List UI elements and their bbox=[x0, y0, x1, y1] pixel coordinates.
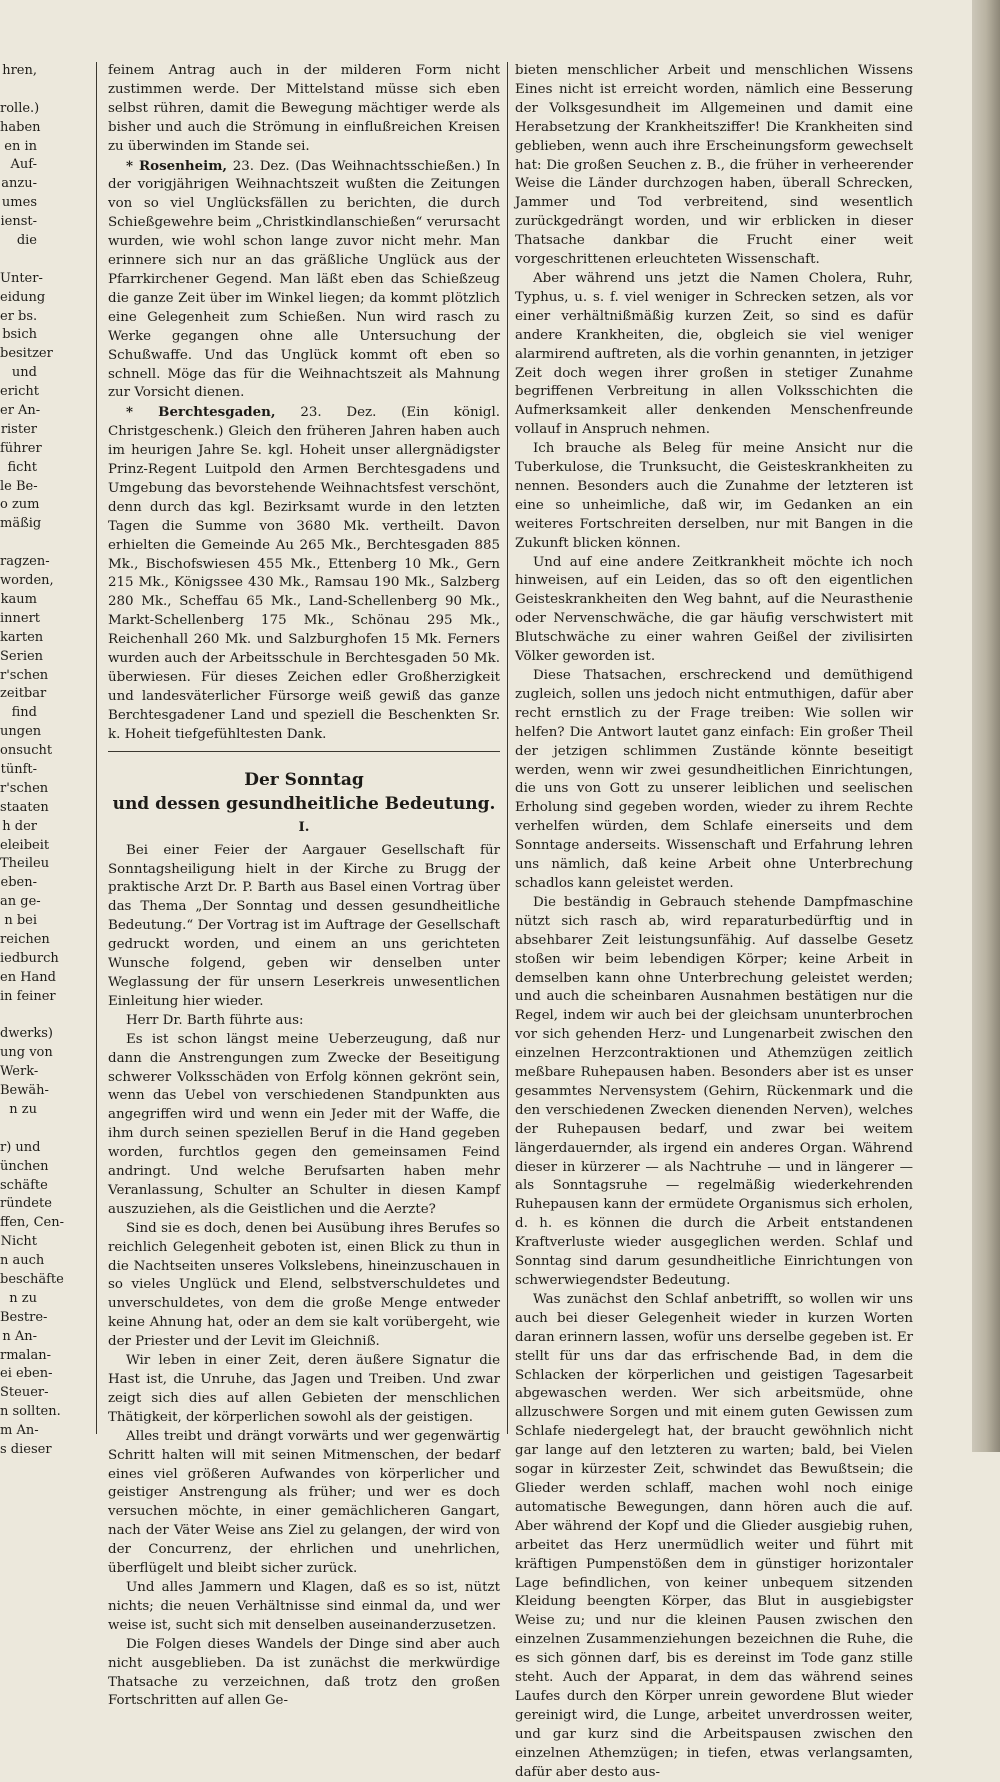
paragraph: Was zunächst den Schlaf anbetrifft, so wollen wir uns auch bei dieser Gelegenheit wieder in kurzen Worten daran erinnern lassen, wofür uns derselbe gegeben ist. Er stellt für uns dar das erfrischende Bad, in dem die Schlacken der körperlichen und geistigen Tagesarbeit abgewaschen werden. Wer sich arbeitsmüde, ohne allzuschwere Sorgen und mit einem guten Gewissen zum Schlafe niedergelegt hat, der braucht gewöhnlich nicht gar lange auf den letzteren zu warten; bald, bei Vielen sogar in kürzester Zeit, schwindet das Bewußtsein; die Glieder werden schlaff, machen wohl noch einige automatische Bewegungen, dann hören auch die auf. Aber während der Kopf und die Glieder ausgiebig ruhen, arbeitet das Herz unermüdlich weiter und führt mit kräftigen Pumpenstößen dem in günstiger horizontaler Lage befindlichen, von keiner unbequem sitzenden Kleidung beengten Körper, das Blut in ausgiebigster Weise zu; und nur die kleinen Pausen zwischen den einzelnen Zusammenziehungen bezeichnen die Ruhe, die es sich gönnen darf, bis es dereinst im Tode ganz stille steht. Auch der Apparat, in dem das während seines Laufes durch den Körper unrein gewordene Blut wieder gereinigt wird, die Lunge, arbeitet unverdrossen weiter, und gar kurz sind die Arbeitspausen zwischen den einzelnen Athemzügen; in tiefen, etwas verlangsamten, dafür aber desto aus- bbox=[515, 1291, 913, 1780]
paragraph: bieten menschlicher Arbeit und menschlichen Wissens Eines nicht ist erreicht worden, nämlich eine Besserung der Volksgesundheit im Allgemeinen und damit eine Herabsetzung der Krankheitsziffer! Die Krankheiten sind geblieben, wenn auch ihre Erscheinungsform gewechselt hat: Die großen Seuchen z. B., die früher in verheerender Weise die Länder durchzogen haben, überall Schrecken, Jammer und Tod verbreitend, sind wesentlich zurückgedrängt worden, und wir erblicken in dieser Thatsache dankbar die Frucht einer weit vorgeschrittenen erleuchteten Wissenschaft. bbox=[515, 63, 913, 268]
strip-line: Unter- bbox=[0, 270, 43, 286]
strip-line: find bbox=[11, 705, 37, 721]
strip-line bbox=[0, 251, 40, 270]
strip-line: tünft- bbox=[0, 761, 37, 777]
strip-line: worden, bbox=[0, 573, 54, 589]
strip-line: staaten bbox=[0, 799, 49, 815]
strip-line: kaum bbox=[0, 591, 37, 607]
strip-line: h der bbox=[2, 818, 37, 834]
strip-line: en in bbox=[4, 138, 37, 154]
strip-line: n zu bbox=[9, 1290, 37, 1306]
paragraph: Die beständig in Gebrauch stehende Dampfmaschine nützt sich rasch ab, wird reparaturbedürftig und in absehbarer Zeit leistungsunfähig. Auf dasselbe Gesetz stoßen wir beim lebendigen Körper; keine Arbeit in demselben kann ohne Unterbrechung geleistet werden; und auch die scheinbaren Ausnahmen bestätigen nur die Regel, indem wir auch bei der gleichsam ununterbrochen vor sich gehenden Herz- und Lungenarbeit zwischen den einzelnen Herzcontraktionen und Athemzügen zeitlich meßbare Ruhepausen haben. Besonders aber ist es unser gesammtes Nervensystem (Gehirn, Rückenmark und die den verschiedenen Zwecken dienenden Nerven), welches der Ruhepausen bedarf, und zwar bei weitem längerdauernder, als irgend ein anderes Organ. Während dieser in kürzerer — als Nachtruhe — und in längerer — als Sonntagsruhe — regelmäßig wiederkehrenden Ruhepausen kann der ermüdete Organismus sich erholen, d. h. es können die durch die Arbeit entstandenen Kraftverluste wieder ausgeglichen werden. Schlaf und Sonntag sind darum gesundheitliche Einrichtungen von schwerwiegendster Bedeutung. bbox=[515, 894, 913, 1288]
cropped-left-column bbox=[0, 62, 64, 1458]
paragraph: Alles treibt und drängt vorwärts und wer gegenwärtig Schritt halten will mit seinen Mitmenschen, der bedarf eines viel größeren Aufwandes von körperlicher und geistiger Anstrengung als früher; und wer es doch versuchen möchte, in einer gemächlicheren Gangart, nach der Väter Weise ans Ziel zu gelangen, der wird von der Concurrenz, der ehrlichen und unehrlichen, überflügelt und bleibt sicher zurück. bbox=[108, 1428, 500, 1577]
strip-line bbox=[0, 81, 40, 100]
strip-line: Bewäh- bbox=[0, 1083, 49, 1099]
paragraph: Herr Dr. Barth führte aus: bbox=[126, 1012, 304, 1028]
article-berchtesgaden-text: 23. Dez. (Ein königl. Christgeschenk.) Gleich den früheren Jahren haben auch im heurigen Jahre Se. kgl. Hoheit unser allergnädigster Prinz-Regent Luitpold den Armen Berchtesgadens und Umgebung das bevorstehende Weihnachtsfest verschönt, denn durch das kgl. Bezirksamt wurde in den letzten Tagen die Summe von 3680 Mk. vertheilt. Davon erhielten die Gemeinde Au 265 Mk., Berchtesgaden 885 Mk., Bischofswiesen 455 Mk., Ettenberg 10 Mk., Gern 215 Mk., Königssee 430 Mk., Ramsau 190 Mk., Salzberg 280 Mk., Scheffau 65 Mk., Land-Schellenberg 90 Mk., Markt-Schellenberg 175 Mk., Schönau 295 Mk., Reichenhall 260 Mk. und Salzburghofen 15 Mk. Ferners wurden auch der Arbeitsschule in Berchtesgaden 50 Mk. überwiesen. Für dieses Zeichen edler Großherzigkeit und landesväterlicher Fürsorge weiß gewiß das ganze Berchtesgadener Land und speziell die Beschenkten Sr. k. Hoheit tiefgefühltesten Dank. bbox=[108, 405, 500, 742]
strip-line: eidung bbox=[0, 289, 46, 305]
strip-line: iedburch bbox=[0, 950, 59, 966]
strip-line: rister bbox=[0, 421, 37, 437]
strip-line: er bs. bbox=[0, 308, 38, 324]
paragraph: Aber während uns jetzt die Namen Cholera, Ruhr, Typhus, u. s. f. viel weniger in Schrecken setzen, als vor einer verhältnißmäßig kurzen Zeit, so sind es dafür andere Krankheiten, die, obgleich sie viel weniger alarmirend auftreten, als die vorhin genannten, in jetziger Zeit doch wegen ihrer großen in stetiger Zunahme begriffenen Verbreitung in allen Volksschichten die Aufmerksamkeit aller denkenden Menschenfreunde vollauf in Anspruch nehmen. bbox=[515, 270, 913, 438]
strip-line: n An- bbox=[2, 1328, 37, 1344]
middle-column bbox=[108, 62, 500, 1711]
paragraph: Wir leben in einer Zeit, deren äußere Signatur die Hast ist, die Unruhe, das Jagen und Treiben. Und zwar zeigt sich dies auf allen Gebieten der menschlichen Thätigkeit, der körperlichen sowohl als der geistigen. bbox=[108, 1353, 500, 1425]
strip-line: r'schen bbox=[0, 780, 49, 796]
strip-line bbox=[0, 1007, 40, 1026]
strip-line: ünchen bbox=[0, 1158, 49, 1174]
paragraph: Diese Thatsachen, erschreckend und demüthigend zugleich, sollen uns jedoch nicht entmuthigen, dafür aber recht ernstlich zu der Frage treiben: Wie sollen wir helfen? Die Antwort lautet ganz einfach: Ein großer Theil der jetzigen schlimmen Zustände könnte beseitigt werden, wenn wir zwei gesundheitlichen Einrichtungen, die uns von Gott zu unserer leiblichen und seelischen Erholung sind gegeben worden, wieder zu ihrem Rechte verhelfen würden, dem Schlafe einerseits und dem Sonntage anderseits. Wissenschaft und Erfahrung lehren uns nämlich, daß keine Arbeit ohne Unterbrechung schadlos kann geleistet werden. bbox=[515, 668, 913, 891]
strip-line: ffen, Cen- bbox=[0, 1215, 64, 1231]
strip-line: mäßig bbox=[0, 516, 42, 532]
strip-line: ficht bbox=[7, 459, 37, 475]
strip-line: r) und bbox=[0, 1139, 41, 1155]
strip-line: umes bbox=[1, 195, 37, 211]
strip-line: Auf- bbox=[10, 157, 37, 173]
strip-line: Bestre- bbox=[0, 1309, 48, 1325]
strip-line: ei eben- bbox=[0, 1366, 53, 1382]
strip-line: m An- bbox=[0, 1423, 39, 1439]
article-berchtesgaden bbox=[108, 403, 500, 744]
headline-sonntag: Der Sonntag bbox=[244, 769, 364, 790]
dateline-berchtesgaden: * Berchtesgaden, bbox=[126, 404, 276, 421]
article-rosenheim-text: 23. Dez. (Das Weihnachtsschießen.) In der vorigjährigen Weihnachtszeit wußten die Zeitungen von so viel Unglücksfällen zu berichten, die durch Schießgewehre beim „Christkindlanschießen“ verursacht wurden, wie wohl schon lange zuvor nicht mehr. Man erinnere sich nur an das gräßliche Unglück aus der Pfarrkirchener Gegend. Man läßt eben das Schießzeug die ganze Zeit über im Winkel liegen; da kommt plötzlich eine Gelegenheit zum Schießen. Nun wird rasch zu Werke gegangen ohne alle Untersuchung der Schußwaffe. Und das Unglück kommt oft eben so schnell. Möge das für die Weihnachtszeit als Mahnung zur Vorsicht dienen. bbox=[108, 158, 500, 401]
strip-line: Theileu bbox=[0, 856, 50, 872]
article-mittelstand-end: feinem Antrag auch in der milderen Form nicht zustimmen werde. Der Mittelstand müsse sich eben selbst rühren, damit die Bewegung mächtiger werde als bisher und auch die Strömung in einflußreichen Kreisen zu überwinden im Stande sei. bbox=[108, 63, 500, 154]
article-rosenheim bbox=[108, 157, 500, 404]
strip-line: führer bbox=[0, 440, 42, 456]
section-divider bbox=[108, 751, 500, 752]
strip-line: n auch bbox=[0, 1253, 45, 1269]
strip-line: ericht bbox=[0, 384, 39, 400]
strip-line: dwerks) bbox=[0, 1026, 53, 1042]
strip-line: n bei bbox=[4, 913, 37, 929]
strip-line: in feiner bbox=[0, 988, 56, 1004]
column-rule-left bbox=[96, 62, 97, 1434]
strip-line: besitzer bbox=[0, 346, 53, 362]
strip-line: r'schen bbox=[0, 667, 49, 683]
strip-line: n zu bbox=[9, 1101, 37, 1117]
strip-line: reichen bbox=[0, 931, 50, 947]
paragraph: Sind sie es doch, denen bei Ausübung ihres Berufes so reichlich Gelegenheit geboten ist, einen Blick zu thun in die Nachtseiten unseres Volkslebens, hineinzuschauen in so vieles Unglück und Elend, selbstverschuldetes und unverschuldetes, von dem die große Menge entweder keine Ahnung hat, oder an dem sie kalt vorübergeht, wie der Priester und der Levit im Gleichniß. bbox=[108, 1220, 500, 1350]
strip-line: eben- bbox=[0, 875, 37, 891]
strip-line: anzu- bbox=[1, 176, 37, 192]
strip-line: Serien bbox=[0, 648, 44, 664]
strip-line: ründete bbox=[0, 1196, 52, 1212]
dateline-rosenheim: * Rosenheim, bbox=[126, 157, 228, 174]
strip-line: schäfte bbox=[0, 1177, 48, 1193]
strip-line: ienst- bbox=[0, 214, 37, 230]
strip-line: n sollten. bbox=[0, 1404, 61, 1420]
strip-line: s dieser bbox=[0, 1442, 52, 1458]
column-rule-right bbox=[507, 62, 508, 1434]
strip-line: en Hand bbox=[0, 969, 56, 985]
strip-line: rolle.) bbox=[0, 100, 40, 116]
strip-line: und bbox=[11, 365, 37, 381]
strip-line: le Be- bbox=[0, 478, 38, 494]
strip-line: beschäfte bbox=[0, 1272, 64, 1287]
strip-line: Steuer- bbox=[0, 1385, 49, 1401]
strip-line: innert bbox=[0, 610, 41, 626]
strip-line: zeitbar bbox=[0, 686, 47, 702]
strip-line: an ge- bbox=[0, 894, 41, 910]
strip-line: Nicht bbox=[0, 1234, 37, 1250]
strip-line: Werk- bbox=[0, 1064, 39, 1080]
strip-line bbox=[0, 1120, 40, 1139]
strip-line: ung von bbox=[0, 1045, 53, 1061]
headline-subtitle: und dessen gesundheitliche Bedeutung. bbox=[112, 793, 496, 814]
paragraph: Es ist schon längst meine Ueberzeugung, daß nur dann die Anstrengungen zum Zwecke der Beseitigung schwerer Volksschäden von Erfolg können gekrönt sein, wenn das Uebel von verschiedenen Standpunkten aus angegriffen wird und wenn ein Jeder mit der Waffe, die ihm durch seinen speziellen Beruf in die Hand gegeben worden, furchtlos gegen den gemeinsamen Feind andringt. Und welche Berufsarten haben mehr Veranlassung, Schulter an Schulter in diesen Kampf auszuziehen, als die Geistlichen und die Aerzte? bbox=[108, 1031, 500, 1217]
strip-line: ragzen- bbox=[0, 554, 50, 570]
strip-line: die bbox=[16, 233, 37, 249]
strip-line: hren, bbox=[2, 63, 37, 78]
strip-line: karten bbox=[0, 629, 44, 645]
page-edge bbox=[972, 0, 1000, 1452]
right-column bbox=[515, 62, 913, 1782]
strip-line: onsucht bbox=[0, 743, 53, 759]
strip-line: er An- bbox=[0, 403, 41, 419]
strip-line: eleibeit bbox=[0, 837, 50, 853]
strip-line: bsich bbox=[2, 327, 37, 343]
strip-line: o zum bbox=[0, 497, 40, 513]
strip-line: haben bbox=[0, 119, 41, 135]
paragraph: Die Folgen dieses Wandels der Dinge sind aber auch nicht ausgeblieben. Da ist zunächst die merkwürdige Thatsache zu verzeichnen, daß trotz den großen Fortschritten auf allen Ge- bbox=[108, 1636, 500, 1709]
paragraph: Ich brauche als Beleg für meine Ansicht nur die Tuberkulose, die Trunksucht, die Geisteskrankheiten zu nennen. Besonders auch die Zunahme der letzteren ist eine so unheimliche, daß wir, im Gedanken an ein weiteres Fortschreiten derselben, nur mit Bangen in die Zukunft blicken können. bbox=[515, 441, 913, 551]
paragraph: Und alles Jammern und Klagen, daß es so ist, nützt nichts; die neuen Verhältnisse sind einmal da, und wer weise ist, sucht sich mit denselben auseinanderzusetzen. bbox=[108, 1579, 500, 1633]
strip-line bbox=[0, 534, 40, 553]
strip-line: ungen bbox=[0, 724, 42, 740]
part-number: I. bbox=[298, 818, 310, 835]
paragraph: Und auf eine andere Zeitkrankheit möchte ich noch hinweisen, auf ein Leiden, das so oft den eigentlichen Geisteskrankheiten den Weg bahnt, auf die Neurasthenie oder Nervenschwäche, die gar häufig verschwistert mit Blutschwäche zu einer wahren Geißel der zivilisirten Völker geworden ist. bbox=[515, 554, 913, 665]
strip-line: rmalan- bbox=[0, 1347, 51, 1363]
paragraph: Bei einer Feier der Aargauer Gesellschaft für Sonntagsheiligung hielt in der Kirche zu Brugg der praktische Arzt Dr. P. Barth aus Basel einen Vortrag über das Thema „Der Sonntag und dessen gesundheitliche Bedeutung.“ Der Vortrag ist im Auftrage der Gesellschaft gedruckt worden, und einem an uns gerichteten Wunsche folgend, geben wir denselben unter Weglassung der für unsern Leserkreis unwesentlichen Einleitung hier wieder. bbox=[108, 842, 500, 1009]
